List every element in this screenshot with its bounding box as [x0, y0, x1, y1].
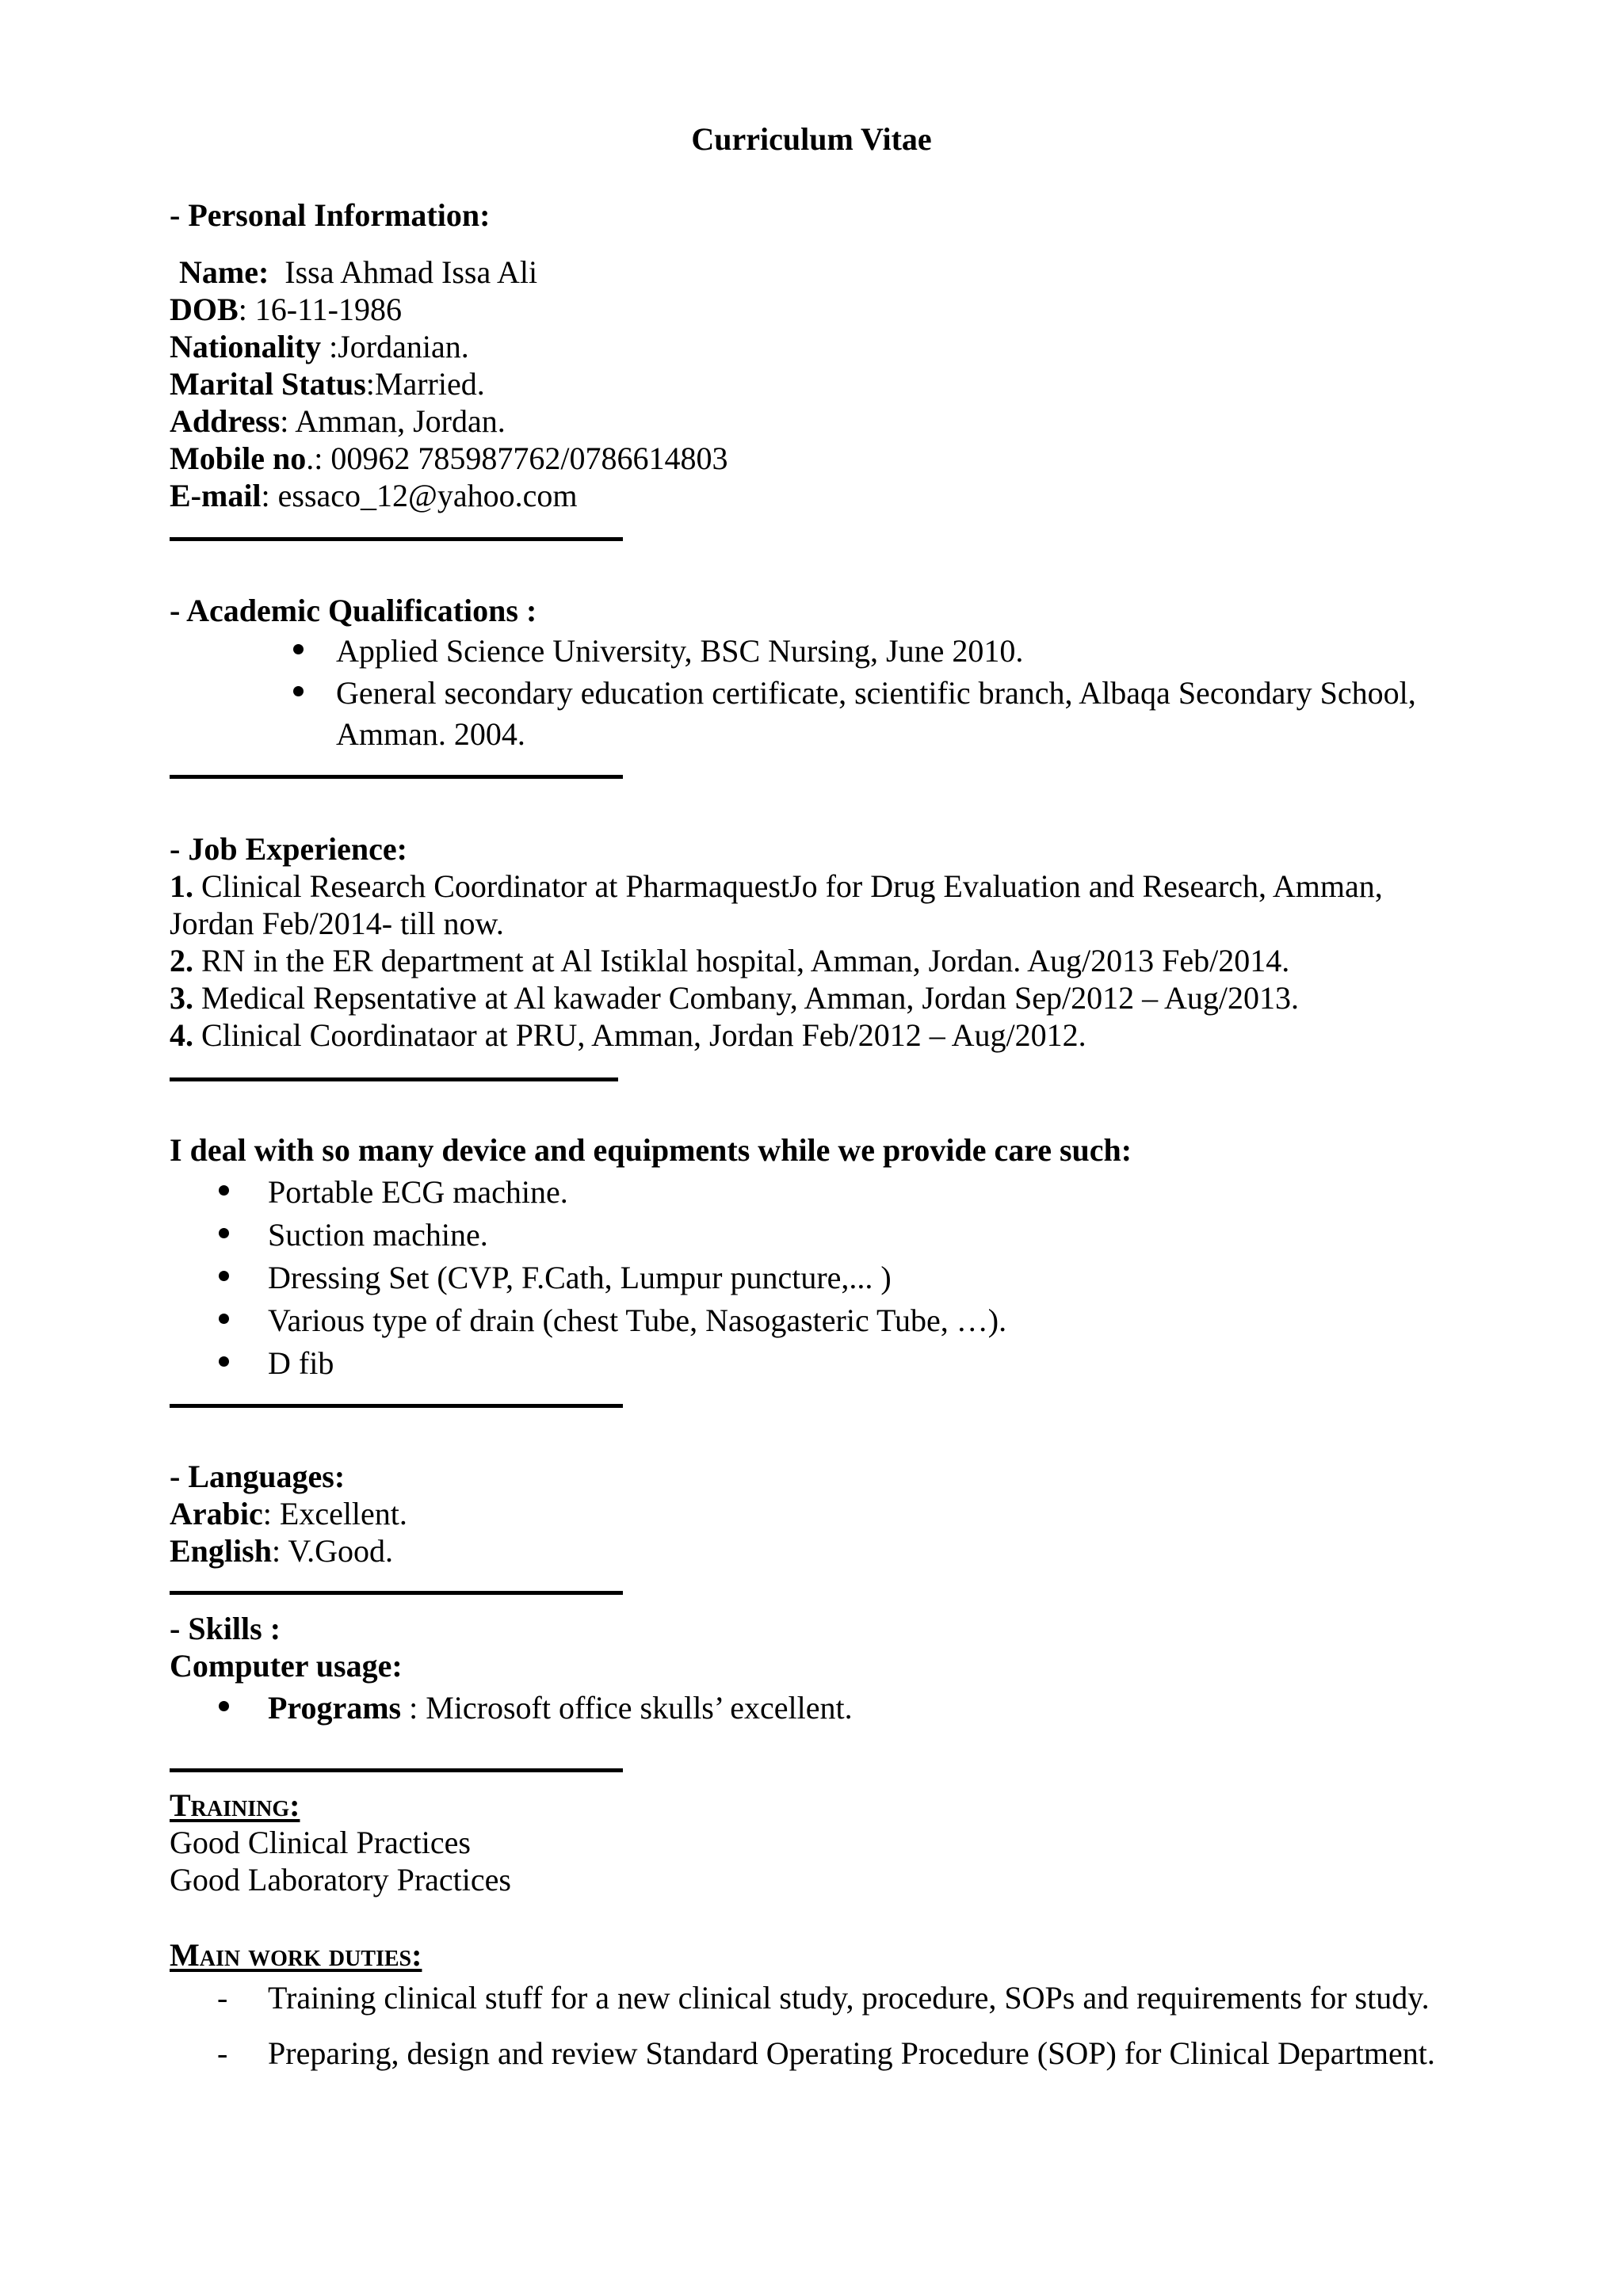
- bullet-icon: [219, 1271, 229, 1281]
- personal-heading: - Personal Information:: [170, 197, 491, 233]
- bullet-icon: [293, 644, 304, 654]
- job-item: 3. Medical Repsentative at Al kawader Combany, Amman, Jordan Sep/2012 – Aug/2013.: [170, 980, 1299, 1016]
- email-line: [170, 477, 578, 515]
- academic-item: General secondary education certificate, scientific branch, Albaqa Secondary School,: [336, 675, 1416, 711]
- bullet-icon: [219, 1228, 229, 1238]
- section-divider: [170, 775, 623, 779]
- dob-value: : 16-11-1986: [238, 292, 402, 327]
- section-divider: [170, 1591, 623, 1595]
- dob-line: [170, 291, 402, 329]
- job-item: 2. RN in the ER department at Al Istiklal hospital, Amman, Jordan. Aug/2013 Feb/2014.: [170, 943, 1290, 978]
- email-label: E-mail: [170, 478, 262, 513]
- name-label: Name:: [179, 254, 269, 290]
- marital-line: [170, 365, 485, 403]
- language-english: English: V.Good.: [170, 1533, 393, 1569]
- dash-marker: -: [217, 2035, 228, 2071]
- training-item: Good Clinical Practices: [170, 1825, 471, 1860]
- bullet-icon: [219, 1356, 229, 1367]
- name-line: [179, 254, 537, 292]
- mobile-label: Mobile no: [170, 441, 307, 476]
- job-item: 4. Clinical Coordinataor at PRU, Amman, Jordan Feb/2012 – Aug/2012.: [170, 1017, 1086, 1053]
- marital-value: :Married.: [365, 366, 485, 402]
- device-item: Various type of drain (chest Tube, Nasogasteric Tube, …).: [268, 1302, 1007, 1338]
- name-value: Issa Ahmad Issa Ali: [285, 254, 538, 290]
- training-heading: Training:: [170, 1787, 300, 1823]
- address-value: : Amman, Jordan.: [280, 403, 506, 439]
- academic-item-continued: Amman. 2004.: [336, 716, 525, 752]
- devices-heading: I deal with so many device and equipments while we provide care such:: [170, 1132, 1132, 1168]
- duty-item: Training clinical stuff for a new clinical study, procedure, SOPs and requirements for study.: [268, 1980, 1430, 2016]
- mobile-value: .: 00962 785987762/0786614803: [306, 441, 728, 476]
- address-line: [170, 402, 506, 441]
- skills-heading: - Skills :: [170, 1611, 281, 1646]
- training-item: Good Laboratory Practices: [170, 1862, 511, 1897]
- section-divider: [170, 1768, 623, 1772]
- nationality-line: [170, 328, 469, 366]
- language-arabic: Arabic: Excellent.: [170, 1496, 407, 1531]
- dash-marker: -: [217, 1980, 228, 2016]
- duty-item: Preparing, design and review Standard Operating Procedure (SOP) for Clinical Department.: [268, 2035, 1435, 2071]
- bullet-icon: [293, 686, 304, 696]
- bullet-icon: [219, 1185, 229, 1196]
- device-item: Dressing Set (CVP, F.Cath, Lumpur puncture,... ): [268, 1260, 892, 1295]
- skill-item: Programs : Microsoft office skulls’ excellent.: [268, 1690, 853, 1726]
- section-divider: [170, 537, 623, 541]
- job-item-continued: Jordan Feb/2014- till now.: [170, 906, 504, 941]
- section-divider: [170, 1077, 618, 1081]
- section-divider: [170, 1404, 623, 1408]
- nationality-label: Nationality: [170, 329, 322, 364]
- jobs-heading: - Job Experience:: [170, 831, 407, 867]
- device-item: D fib: [268, 1345, 334, 1381]
- bullet-icon: [219, 1701, 229, 1711]
- mobile-line: [170, 440, 727, 478]
- dob-label: DOB: [170, 292, 239, 327]
- nationality-value: :Jordanian.: [321, 329, 469, 364]
- skills-subheading: Computer usage:: [170, 1648, 403, 1684]
- languages-heading: - Languages:: [170, 1459, 346, 1494]
- device-item: Suction machine.: [268, 1217, 488, 1253]
- duties-heading: Main work duties:: [170, 1937, 422, 1973]
- marital-label: Marital Status: [170, 366, 366, 402]
- device-item: Portable ECG machine.: [268, 1174, 568, 1210]
- job-item: 1. Clinical Research Coordinator at PharmaquestJo for Drug Evaluation and Research, Amman,: [170, 868, 1383, 904]
- academic-item: Applied Science University, BSC Nursing, June 2010.: [336, 633, 1024, 669]
- address-label: Address: [170, 403, 281, 439]
- page-title: Curriculum Vitae: [691, 121, 932, 157]
- email-value: : essaco_12@yahoo.com: [261, 478, 578, 513]
- bullet-icon: [219, 1314, 229, 1324]
- academic-heading: - Academic Qualifications :: [170, 593, 537, 628]
